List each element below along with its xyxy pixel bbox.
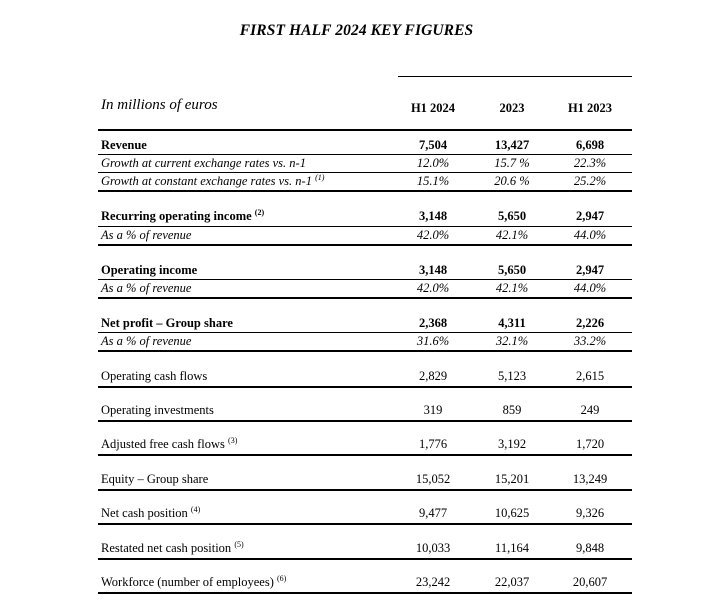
value-h1-2024: 7,504 — [418, 138, 448, 152]
table-row-recurring-margin — [98, 227, 632, 245]
table-row-growth-current — [98, 155, 632, 173]
units-label: In millions of euros — [101, 97, 218, 113]
value-h1-2024: 12.0% — [416, 156, 450, 170]
table-row-operating-margin — [98, 280, 632, 298]
column-header-2023: 2023 — [499, 101, 525, 115]
row-label: As a % of revenue — [101, 281, 192, 295]
row-label: Operating cash flows — [101, 369, 208, 383]
value-h1-2023: 33.2% — [573, 334, 607, 348]
table-row-net-cash-position — [98, 505, 632, 523]
value-h1-2023: 2,947 — [575, 263, 605, 277]
value-2023: 11,164 — [495, 541, 529, 555]
value-h1-2023: 9,326 — [575, 506, 605, 520]
row-rule — [98, 489, 632, 491]
table-row-recurring-operating-income — [98, 208, 632, 226]
value-2023: 42.1% — [495, 281, 529, 295]
header-top-rule — [398, 76, 632, 77]
header-rule — [98, 129, 632, 131]
row-label: Adjusted free cash flows $^{(3)}$ — [101, 436, 238, 451]
value-h1-2023: 13,249 — [572, 472, 608, 486]
row-rule — [98, 297, 632, 299]
row-label: Net profit – Group share — [101, 316, 233, 330]
table-row-revenue — [98, 137, 632, 155]
row-rule — [98, 350, 632, 352]
row-rule — [98, 190, 632, 192]
row-label: Net cash position $^{(4)}$ — [101, 505, 201, 520]
value-2023: 3,192 — [497, 437, 527, 451]
value-h1-2024: 319 — [423, 403, 443, 417]
value-h1-2024: 2,368 — [418, 316, 448, 330]
value-h1-2024: 10,033 — [415, 541, 451, 555]
row-label: Recurring operating income $^{(2)}$ — [101, 208, 265, 223]
row-label: Equity – Group share — [101, 472, 209, 486]
value-h1-2023: 22.3% — [573, 156, 607, 170]
value-2023: 15.7 % — [494, 156, 530, 170]
value-2023: 42.1% — [495, 228, 529, 242]
row-label: Workforce (number of employees) $^{(6)}$ — [101, 574, 287, 589]
row-rule — [98, 386, 632, 388]
table-row-growth-constant — [98, 173, 632, 191]
value-h1-2023: 249 — [580, 403, 600, 417]
page-title: FIRST HALF 2024 KEY FIGURES — [239, 22, 474, 39]
value-2023: 22,037 — [494, 575, 530, 589]
value-h1-2024: 42.0% — [416, 281, 450, 295]
value-2023: 10,625 — [494, 506, 530, 520]
value-h1-2024: 1,776 — [418, 437, 448, 451]
row-label: Growth at current exchange rates vs. n-1 — [101, 156, 306, 170]
value-h1-2023: 2,226 — [575, 316, 605, 330]
value-h1-2024: 42.0% — [416, 228, 450, 242]
value-h1-2024: 31.6% — [416, 334, 450, 348]
row-rule — [98, 454, 632, 456]
row-label: As a % of revenue — [101, 228, 192, 242]
value-h1-2024: 15,052 — [415, 472, 451, 486]
table-row-operating-cash-flows — [98, 368, 632, 386]
value-2023: 4,311 — [498, 316, 526, 330]
table-row-equity — [98, 471, 632, 489]
value-2023: 32.1% — [495, 334, 529, 348]
value-h1-2024: 2,829 — [418, 369, 448, 383]
value-h1-2023: 2,615 — [575, 369, 605, 383]
value-h1-2023: 6,698 — [575, 138, 605, 152]
row-rule — [98, 592, 632, 594]
value-2023: 859 — [502, 403, 522, 417]
row-label: Revenue — [101, 138, 147, 152]
table-row-operating-income — [98, 262, 632, 280]
value-2023: 15,201 — [494, 472, 530, 486]
row-rule — [98, 420, 632, 422]
row-rule — [98, 523, 632, 525]
value-h1-2024: 9,477 — [418, 506, 448, 520]
value-2023: 13,427 — [494, 138, 530, 152]
row-rule — [98, 244, 632, 246]
value-h1-2023: 1,720 — [575, 437, 605, 451]
value-h1-2023: 44.0% — [573, 281, 607, 295]
value-h1-2024: 23,242 — [415, 575, 451, 589]
value-h1-2023: 20,607 — [572, 575, 608, 589]
table-row-net-margin — [98, 333, 632, 351]
row-label: Growth at constant exchange rates vs. n-1 $^{(1)}$ — [101, 173, 325, 188]
row-label: Operating investments — [101, 403, 214, 417]
value-h1-2024: 3,148 — [418, 209, 448, 223]
value-2023: 5,650 — [497, 209, 527, 223]
table-row-workforce — [98, 574, 632, 592]
value-2023: 5,650 — [497, 263, 527, 277]
value-h1-2023: 2,947 — [575, 209, 605, 223]
table-row-adjusted-free-cash-flows — [98, 436, 632, 454]
column-header-h1-2024: H1 2024 — [410, 101, 456, 115]
column-header-h1-2023: H1 2023 — [567, 101, 613, 115]
value-h1-2023: 9,848 — [575, 541, 605, 555]
value-2023: 20.6 % — [494, 174, 530, 188]
table-row-restated-net-cash-position — [98, 540, 632, 558]
table-row-operating-investments — [98, 402, 632, 420]
row-label: As a % of revenue — [101, 334, 192, 348]
table-row-net-profit — [98, 315, 632, 333]
row-label: Operating income — [101, 263, 198, 277]
row-rule — [98, 558, 632, 560]
row-label: Restated net cash position $^{(5)}$ — [101, 540, 244, 555]
value-h1-2024: 15.1% — [416, 174, 450, 188]
value-2023: 5,123 — [497, 369, 527, 383]
value-h1-2023: 44.0% — [573, 228, 607, 242]
value-h1-2023: 25.2% — [573, 174, 607, 188]
value-h1-2024: 3,148 — [418, 263, 448, 277]
